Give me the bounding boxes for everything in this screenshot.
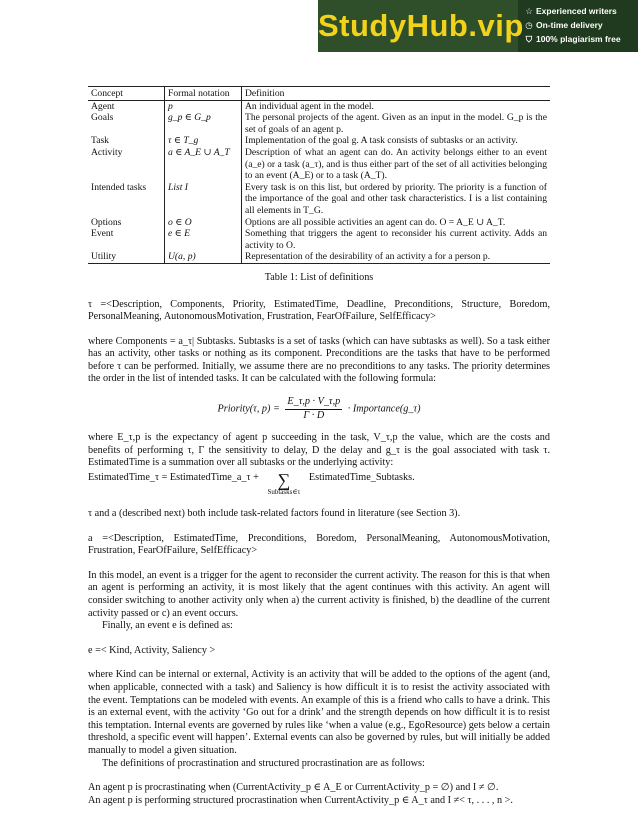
column-header-notation: Formal notation [165,87,242,101]
banner-features [524,4,638,46]
clock-icon: ◷ [525,20,533,30]
est-rhs: EstimatedTime_Subtasks. [308,472,415,484]
table-row [88,228,550,251]
components-paragraph: where Components = a_τ| Subtasks. Subtasks is a set of tasks (which can have subtasks as well). So a task either has an activity, other tasks or nothing as its component. Preconditions are the tasks that have to be performed before τ can be performed. Initially, we assume there are no preconditions to any tasks. The priority determines the order in the list of intended tasks. It can be calculated with the following formula: [88,335,550,385]
sigma-symbol: ∑ [277,470,291,491]
finally-paragraph: Finally, an event e is defined as: [102,620,233,632]
definition-cell: Representation of the desirability of an activity a for a person p. [242,251,551,263]
column-header-concept: Concept [88,87,165,101]
sigma-subscript: Subtasks∈τ [267,488,301,497]
estimated-time-formula [88,472,550,496]
formula-rhs: · Importance(g_τ) [347,403,421,415]
definition-cell: Implementation of the goal g. A task consists of subtasks or an activity. [242,135,551,147]
kind-paragraph: where Kind can be internal or external, Activity is an activity that will be added to the options of the agent (and, when applicable, connected with a task) and Saliency is how difficult it is to resist the activity associated with the event. Temptations can be modeled with events. An example of this is a friend who calls to have a drink. This is an external event, with the activity ‘Go out for a drink’ and the strength depends on how difficult it is to resist this temptation. Internal events are governed by rules like ‘when a value (e.g., EgoResource) gets below a certain threshold, a specific event will happen’. External events can also be governed by rules, but will initially be added manually to model a given situation. [88,669,550,756]
notation-cell: g_p ∈ G_p [165,112,242,135]
notation-cell: τ ∈ T_g [165,135,242,147]
definition-cell: Options are all possible activities an agent can do. O = A_E ∪ A_T. [242,217,551,229]
formula-denominator: Γ · D [303,409,325,421]
concept-cell: Event [91,228,114,240]
notation-cell: List I [165,182,242,217]
ad-banner[interactable] [318,0,638,52]
table-row [88,147,550,182]
e-definition: e =< Kind, Activity, Saliency > [88,644,216,656]
concept-cell: Utility [88,251,165,263]
formula-lhs: Priority(τ, p) = [217,403,280,415]
where-paragraph: where E_τ,p is the expectancy of agent p succeeding in the task, V_τ,p the value, which are the costs and benefits of performing τ, Γ the sensitivity to delay, D the delay and g_τ is the goal associated with task τ. EstimatedTime is a summation over all subtasks or the underlying activity: [88,432,550,469]
feature-on-time-delivery: ◷ On-time delivery [525,20,603,30]
definition-cell: Every task is on this list, but ordered by priority. The priority is a function of the importance of the goal and other task characteristics. I is a list containing all elements in T_G. [242,182,551,217]
table-header-row [88,87,550,101]
notation-cell: o ∈ O [165,217,242,229]
concept-cell: Task [91,135,109,147]
definition-cell: Something that triggers the agent to reconsider his current activity. Adds an activity to O. [242,228,551,251]
document-page [88,86,550,807]
notation-cell: p [165,100,242,112]
est-lhs: EstimatedTime_τ = EstimatedTime_a_τ + [88,472,259,484]
concept-cell: Goals [91,112,114,124]
priority-formula [88,396,550,422]
table-row [88,251,550,263]
concept-cell: Options [91,216,122,228]
definition-cell: An individual agent in the model. [242,100,551,112]
studyhub-logo[interactable]: StudyHub.vip [318,0,518,52]
definitions-table [88,86,550,264]
notation-cell: U(a, p) [165,251,242,263]
definition-cell: The personal projects of the agent. Given as an input in the model. G_p is the set of goals of an agent p. [242,112,551,135]
formula-fraction [285,396,342,422]
feature-plagiarism-free: ⛉ 100% plagiarism free [525,34,621,44]
table-row [88,100,550,112]
formula-numerator: E_τ,p · V_τ,p [285,396,342,410]
shield-icon: ⛉ [525,34,533,44]
structured-procrastination-definition: An agent p is performing structured procrastination when CurrentActivity_p ∈ A_τ and I ≠< τ, . . . , n >. [88,794,513,806]
procrastination-definition: An agent p is procrastinating when (CurrentActivity_p ∈ A_E or CurrentActivity_p = ∅) and I ≠ ∅. [88,782,499,794]
concept-cell: Activity [91,146,123,158]
table-caption: Table 1: List of definitions [264,271,374,283]
event-paragraph: In this model, an event is a trigger for the agent to reconsider the current activity. The reason for this is that when an agent is performing an activity, it is most likely that the agent continues with this activity. An agent will consider switching to another activity only when a) the current activity is finished, b) the deadline of the current activity passed or c) an event occurs. [88,569,550,619]
table-row [88,217,550,229]
tau-a-paragraph: τ and a (described next) both include task-related factors found in literature (see Section 3). [88,508,461,520]
a-definition: a =<Description, EstimatedTime, Preconditions, Boredom, PersonalMeaning, AutonomousMotivation, Frustration, FearOfFailure, SelfEfficacy> [88,532,550,557]
summation-operator [267,472,300,496]
column-header-definition: Definition [242,87,551,101]
definition-cell: Description of what an agent can do. An activity belongs either to an event (a_e) or a task (a_τ), and is thus either part of the set of all activities belonging to an event (A_E) or to a task (A_T). [242,147,551,182]
table-row [88,182,550,217]
definitions-paragraph: The definitions of procrastination and structured procrastination are as follows: [102,757,425,769]
star-icon: ☆ [525,6,533,16]
table-row [88,135,550,147]
notation-cell: e ∈ E [165,228,242,251]
feature-experienced-writers: ☆ Experienced writers [525,6,617,16]
concept-cell: Agent [91,100,115,112]
table-row [88,112,550,135]
concept-cell: Intended tasks [91,181,147,193]
tau-definition: τ =<Description, Components, Priority, EstimatedTime, Deadline, Preconditions, Structure, Boredom, PersonalMeaning, AutonomousMotivation, Frustration, FearOfFailure, SelfEfficacy> [88,298,550,323]
notation-cell: a ∈ A_E ∪ A_T [165,147,242,182]
